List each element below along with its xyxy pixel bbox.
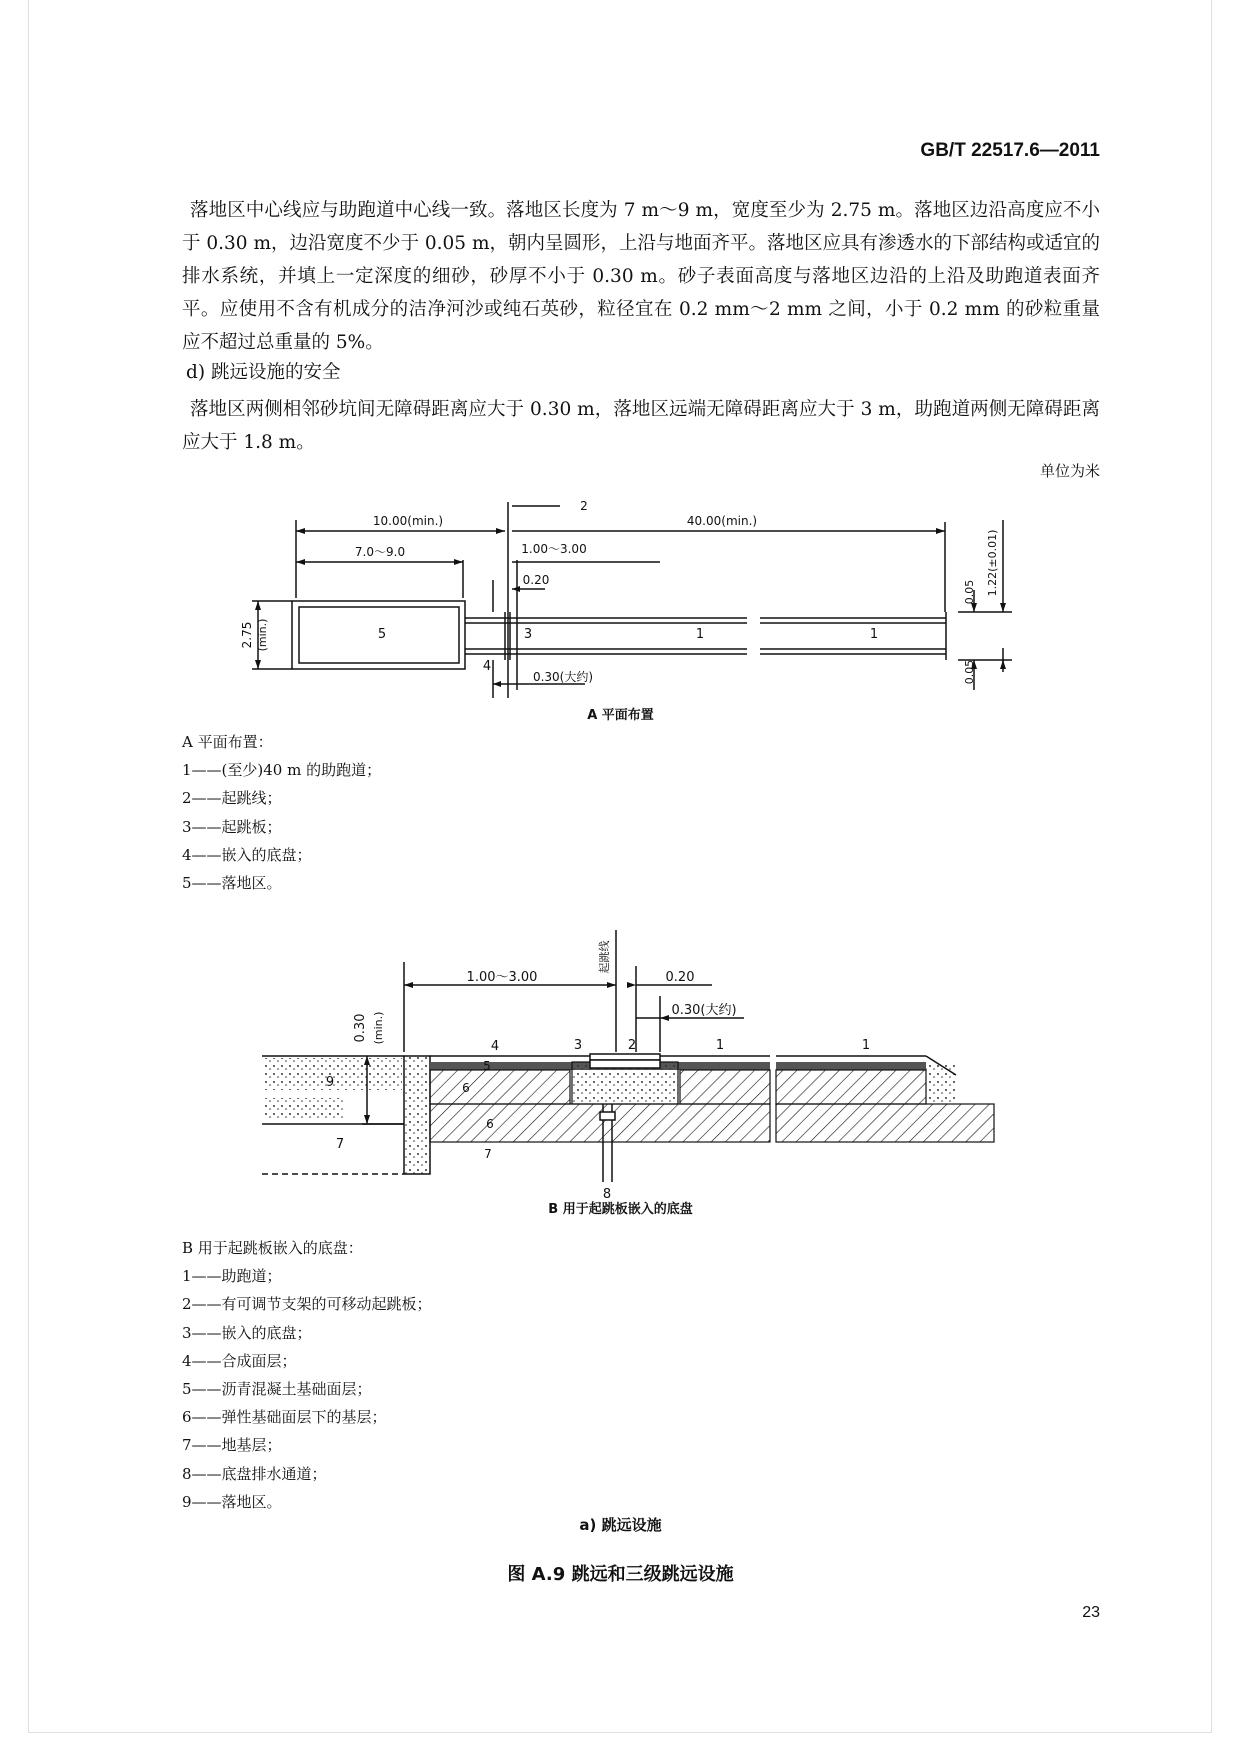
label-5: 5 bbox=[377, 627, 387, 642]
legend-b-item: 7——地基层； bbox=[182, 1436, 282, 1455]
legend-b-item: 9——落地区。 bbox=[182, 1492, 282, 1511]
b-label-4: 4 bbox=[490, 1039, 500, 1054]
dim-7-9: 7.0～9.0 bbox=[354, 545, 406, 559]
b-dim-030: 0.30(大约) bbox=[671, 1003, 737, 1018]
dim-020: 0.20 bbox=[522, 573, 550, 587]
b-label-3: 3 bbox=[573, 1038, 583, 1053]
legend-a-title: A 平面布置： bbox=[182, 733, 273, 751]
legend-a-item: 3——起跳板； bbox=[182, 817, 282, 836]
legend-b-item: 2——有可调节支架的可移动起跳板； bbox=[182, 1295, 432, 1314]
legend-b-title: B 用于起跳板嵌入的底盘： bbox=[182, 1239, 363, 1257]
b-dim-030v: 0.30 bbox=[353, 1013, 368, 1043]
legend-b-item: 4——合成面层； bbox=[182, 1351, 297, 1370]
paragraph-landing-area: 落地区中心线应与助跑道中心线一致。落地区长度为 7 m～9 m，宽度至少为 2.75 m。落地区边沿高度应不小于 0.30 m，边沿宽度不少于 0.05 m，朝内呈圆形，上沿与地面齐平。落地区应具有渗透水的下部结构或适宜的排水系统，并填上一定深度的细砂，砂厚不小于 0.30 m。砂子表面高度与落地区边沿的上沿及助跑道表面齐平。应使用不含有机成分的洁净河沙或纯石英砂，粒径宜在 0.2 mm～2 mm 之间，小于 0.2 mm 的砂粒重量应不超过总重量的 5%。 bbox=[182, 200, 1100, 353]
legend-b-item: 3——嵌入的底盘； bbox=[182, 1323, 312, 1342]
dim-10: 10.00(min.) bbox=[372, 514, 444, 528]
b-takeoff-line: 起跳线 bbox=[598, 940, 611, 974]
landing-curb bbox=[404, 1056, 430, 1174]
dim-275: 2.75 bbox=[240, 621, 254, 649]
figure-a-caption: A 平面布置 bbox=[587, 708, 654, 723]
legend-a-item: 1——(至少)40 m 的助跑道； bbox=[182, 761, 382, 780]
b-label-5: 5 bbox=[483, 1059, 491, 1073]
legend-b bbox=[182, 1234, 432, 1516]
b-label-2: 2 bbox=[627, 1038, 637, 1053]
b-label-7b: 7 bbox=[335, 1137, 345, 1152]
b-label-6b: 6 bbox=[486, 1117, 494, 1131]
subfigure-caption: a) 跳远设施 bbox=[579, 1516, 662, 1534]
dim-122: 1.22(±0.01) bbox=[986, 529, 999, 597]
legend-a-item: 2——起跳线； bbox=[182, 789, 282, 808]
page-number: 23 bbox=[1082, 1604, 1100, 1621]
figure-b-caption: B 用于起跳板嵌入的底盘 bbox=[548, 1202, 693, 1217]
paragraph-safety: 落地区两侧相邻砂坑间无障碍距离应大于 0.30 m，落地区远端无障碍距离应大于 3 m，助跑道两侧无障碍距离应大于 1.8 m。 bbox=[182, 399, 1100, 453]
b-dim-1-3: 1.00～3.00 bbox=[466, 970, 538, 985]
label-1b: 1 bbox=[869, 627, 879, 642]
dim-1-3: 1.00～3.00 bbox=[521, 542, 587, 556]
legend-b-item: 1——助跑道； bbox=[182, 1267, 282, 1286]
dim-005b: 0.05 bbox=[963, 659, 976, 685]
dim-min: (min.) bbox=[256, 618, 269, 652]
legend-b-item: 8——底盘排水通道； bbox=[182, 1464, 327, 1483]
b-label-9: 9 bbox=[325, 1075, 335, 1090]
label-2: 2 bbox=[580, 499, 588, 513]
label-1: 1 bbox=[695, 627, 705, 642]
dim-030: 0.30(大约) bbox=[532, 670, 594, 684]
standard-code: GB/T 22517.6—2011 bbox=[920, 140, 1100, 161]
legend-b-item: 6——弹性基础面层下的基层； bbox=[182, 1408, 387, 1427]
legend-a-item: 5——落地区。 bbox=[182, 874, 282, 893]
b-label-7a: 7 bbox=[484, 1147, 492, 1161]
label-4: 4 bbox=[482, 659, 492, 674]
b-dim-020: 0.20 bbox=[665, 970, 695, 985]
dim-005a: 0.05 bbox=[963, 579, 976, 605]
b-label-1: 1 bbox=[715, 1038, 725, 1053]
unit-note: 单位为米 bbox=[1039, 462, 1100, 480]
subheading-safety: d) 跳远设施的安全 bbox=[186, 362, 341, 383]
b-label-6a: 6 bbox=[462, 1081, 470, 1095]
legend-a-item: 4——嵌入的底盘； bbox=[182, 845, 312, 864]
legend-b-item: 5——沥青混凝土基础面层； bbox=[182, 1380, 372, 1399]
dim-40: 40.00(min.) bbox=[686, 514, 758, 528]
b-dim-min: (min.) bbox=[372, 1011, 385, 1045]
figure-caption: 图 A.9 跳远和三级跳远设施 bbox=[507, 1564, 734, 1585]
label-3: 3 bbox=[523, 627, 533, 642]
b-label-1b: 1 bbox=[861, 1038, 871, 1053]
b-label-8: 8 bbox=[602, 1187, 612, 1202]
